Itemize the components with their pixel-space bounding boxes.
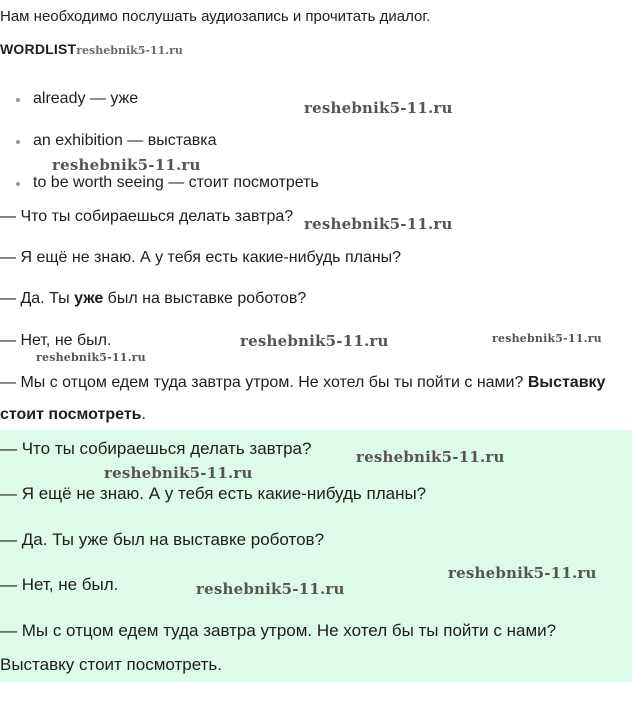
intro-text: Нам необходимо послушать аудиозапись и прочитать диалог. — [0, 8, 431, 25]
watermark-inline: reshebnik5-11.ru — [76, 44, 183, 57]
wordlist-title: WORDLIST — [0, 41, 77, 57]
wordlist-item-already: already — уже — [33, 90, 139, 107]
watermark: reshebnik5-11.ru — [356, 448, 505, 466]
watermark: reshebnik5-11.ru — [36, 351, 146, 364]
dialog-line-5-bold-2: стоит посмотреть — [0, 406, 142, 423]
watermark: reshebnik5-11.ru — [492, 332, 602, 345]
watermark: reshebnik5-11.ru — [448, 564, 597, 582]
dialog-line-3-post: был на выставке роботов? — [103, 290, 307, 307]
wordlist-heading — [0, 39, 183, 61]
watermark: reshebnik5-11.ru — [304, 215, 453, 233]
dialog-line-4: — Нет, не был. — [0, 332, 112, 349]
wordlist-item-worth-seeing: to be worth seeing — стоит посмотреть — [33, 174, 319, 191]
dialog-line-3 — [0, 289, 306, 309]
dialog-line-5 — [0, 373, 605, 393]
translation-block — [0, 430, 632, 682]
watermark: reshebnik5-11.ru — [304, 99, 453, 117]
watermark: reshebnik5-11.ru — [196, 580, 345, 598]
translation-line-5: — Мы с отцом едем туда завтра утром. Не хотел бы ты пойти с нами? — [0, 621, 557, 640]
translation-line-4: — Нет, не был. — [0, 575, 119, 594]
watermark: reshebnik5-11.ru — [104, 464, 253, 482]
translation-line-2: — Я ещё не знаю. А у тебя есть какие-нибудь планы? — [0, 484, 427, 503]
translation-line-3: — Да. Ты уже был на выставке роботов? — [0, 530, 325, 549]
wordlist-item-exhibition: an exhibition — выставка — [33, 132, 217, 149]
dialog-line-5-pre: — Мы с отцом едем туда завтра утром. Не хотел бы ты пойти с нами? — [0, 374, 528, 391]
translation-line-1: — Что ты собираешься делать завтра? — [0, 439, 312, 458]
watermark: reshebnik5-11.ru — [240, 332, 389, 350]
dialog-line-1: — Что ты собираешься делать завтра? — [0, 208, 294, 225]
dialog-line-5-end: . — [141, 406, 146, 423]
dialog-line-2: — Я ещё не знаю. А у тебя есть какие-нибудь планы? — [0, 249, 402, 266]
dialog-line-5-cont — [0, 405, 146, 425]
dialog-line-3-bold: уже — [74, 290, 104, 307]
dialog-line-5-bold-1: Выставку — [527, 374, 606, 391]
translation-line-6: Выставку стоит посмотреть. — [0, 655, 222, 674]
watermark: reshebnik5-11.ru — [52, 156, 201, 174]
dialog-line-3-pre: — Да. Ты — [0, 290, 75, 307]
